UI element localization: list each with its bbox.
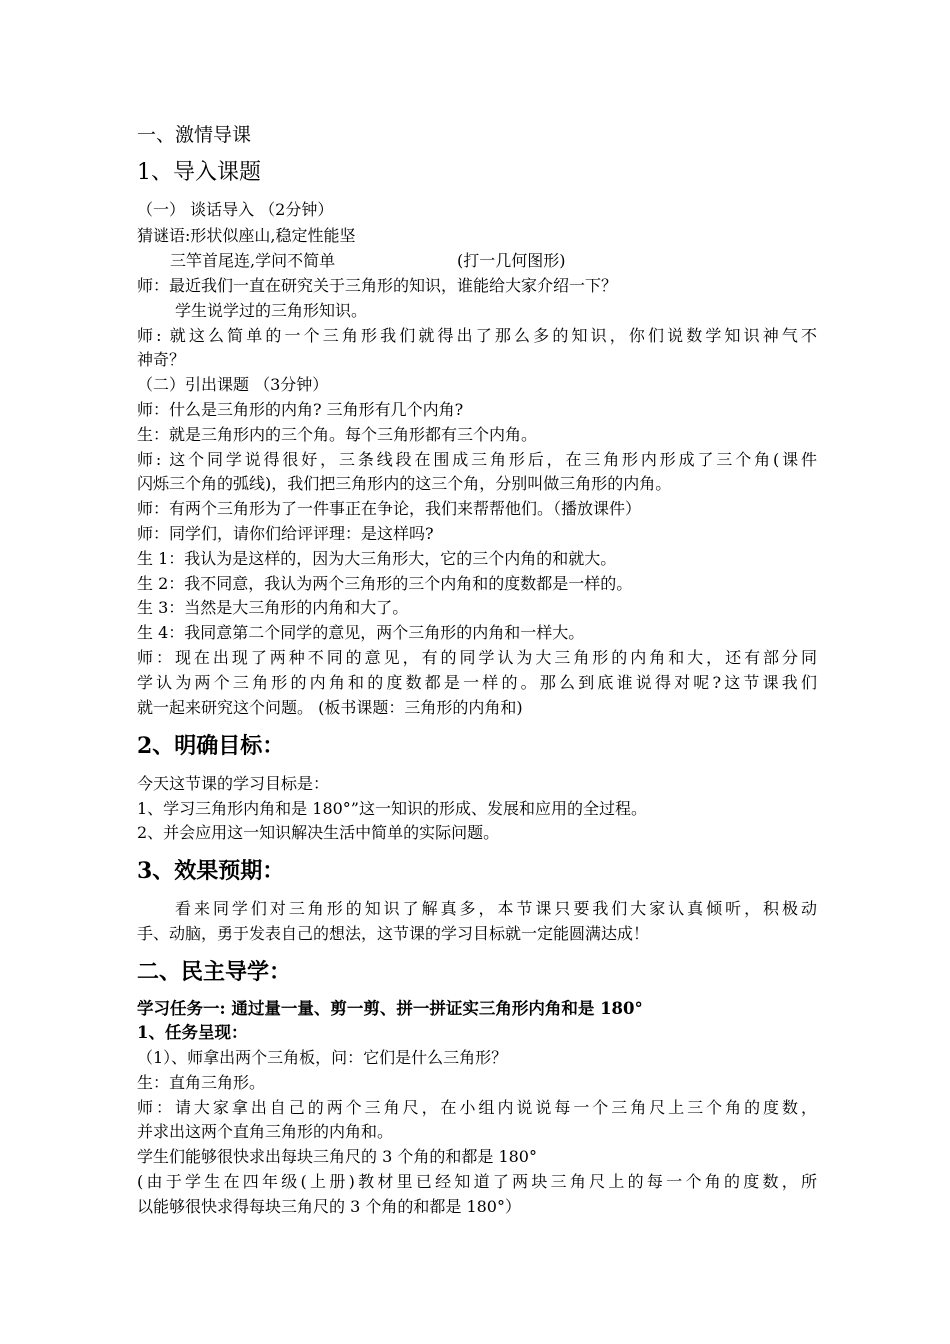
paragraph-line: 看来同学们对三角形的知识了解真多，本节课只要我们大家认真倾听，积极动 [175,899,817,918]
paragraph-line: 神奇？ [137,350,186,369]
section-two-title: 二、民主导学： [137,959,292,985]
heading-goals: 2、明确目标： [137,733,285,759]
riddle-line-1: 猜谜语:形状似座山,稳定性能坚 [137,226,356,245]
paragraph-line: 师：现在出现了两种不同的意见，有的同学认为大三角形的内角和大，还有部分同 [137,648,817,667]
paragraph-line: （1）、师拿出两个三角板，问：它们是什么三角形？ [137,1048,508,1067]
riddle-hint: (打一几何图形) [457,251,566,270]
paragraph-line: 生 2：我不同意，我认为两个三角形的三个内角和的度数都是一样的。 [137,574,633,593]
paragraph-line: 师：同学们，请你们给评评理：是这样吗? [137,524,434,543]
paragraph-line: 师: 这个同学说得很好，三条线段在围成三角形后，在三角形内形成了三个角(课件 [137,450,817,469]
subheading-talk-intro: （一） 谈话导入 （2分钟） [137,200,334,219]
paragraph-line: 师: 就这么简单的一个三角形我们就得出了那么多的知识，你们说数学知识神气不 [137,326,817,345]
subheading-topic: （二）引出课题 （3分钟） [137,375,329,394]
paragraph-line: 以能够很快求得每块三角尺的 3 个角的和都是 180°） [137,1197,521,1216]
paragraph-line: 1、学习三角形内角和是 180°”这一知识的形成、发展和应用的全过程。 [137,799,647,818]
paragraph-line: 生 3：当然是大三角形的内角和大了。 [137,598,409,617]
paragraph-line: 手、动脑，勇于发表自己的想法，这节课的学习目标就一定能圆满达成！ [137,924,650,943]
paragraph-line: 并求出这两个直角三角形的内角和。 [137,1122,394,1141]
paragraph-line: 学生们能够很快求出每块三角尺的 3 个角的和都是 180° [137,1147,537,1166]
section-one-title: 一、激情导课 [137,124,252,146]
heading-task-show: 1、任务呈现： [137,1023,248,1042]
paragraph-line: 生 1：我认为是这样的，因为大三角形大，它的三个内角的和就大。 [137,549,617,568]
paragraph-line: 师：什么是三角形的内角? 三角形有几个内角? [137,400,464,419]
paragraph-line: 2、并会应用这一知识解决生活中简单的实际问题。 [137,823,500,842]
paragraph-line: 学认为两个三角形的内角和的度数都是一样的。那么到底谁说得对呢?这节课我们 [137,673,817,692]
paragraph-line: 学生说学过的三角形知识。 [175,301,368,320]
paragraph-line: 今天这节课的学习目标是： [137,774,330,793]
paragraph-line: 生 4：我同意第二个同学的意见，两个三角形的内角和一样大。 [137,623,585,642]
paragraph-line: 就一起来研究这个问题。 (板书课题：三角形的内角和) [137,698,523,717]
paragraph-line: 生：就是三角形内的三个角。每个三角形都有三个内角。 [137,425,538,444]
paragraph-line: (由于学生在四年级(上册)教材里已经知道了两块三角尺上的每一个角的度数，所 [137,1172,817,1191]
riddle-line-2: 三竿首尾连,学问不简单 [170,251,336,270]
paragraph-line: 师：有两个三角形为了一件事正在争论，我们来帮帮他们。（播放课件） [137,499,642,518]
heading-effect: 3、效果预期： [137,858,285,884]
heading-task: 学习任务一: 通过量一量、剪一剪、拼一拼证实三角形内角和是 180° [137,999,643,1018]
paragraph-line: 闪烁三个角的弧线)，我们把三角形内的这三个角，分别叫做三角形的内角。 [137,474,672,493]
paragraph-line: 师：请大家拿出自己的两个三角尺，在小组内说说每一个三角尺上三个角的度数， [137,1098,817,1117]
heading-intro: 1、导入课题 [137,160,261,185]
paragraph-line: 生：直角三角形。 [137,1073,266,1092]
paragraph-line: 师：最近我们一直在研究关于三角形的知识，谁能给大家介绍一下？ [137,276,618,295]
